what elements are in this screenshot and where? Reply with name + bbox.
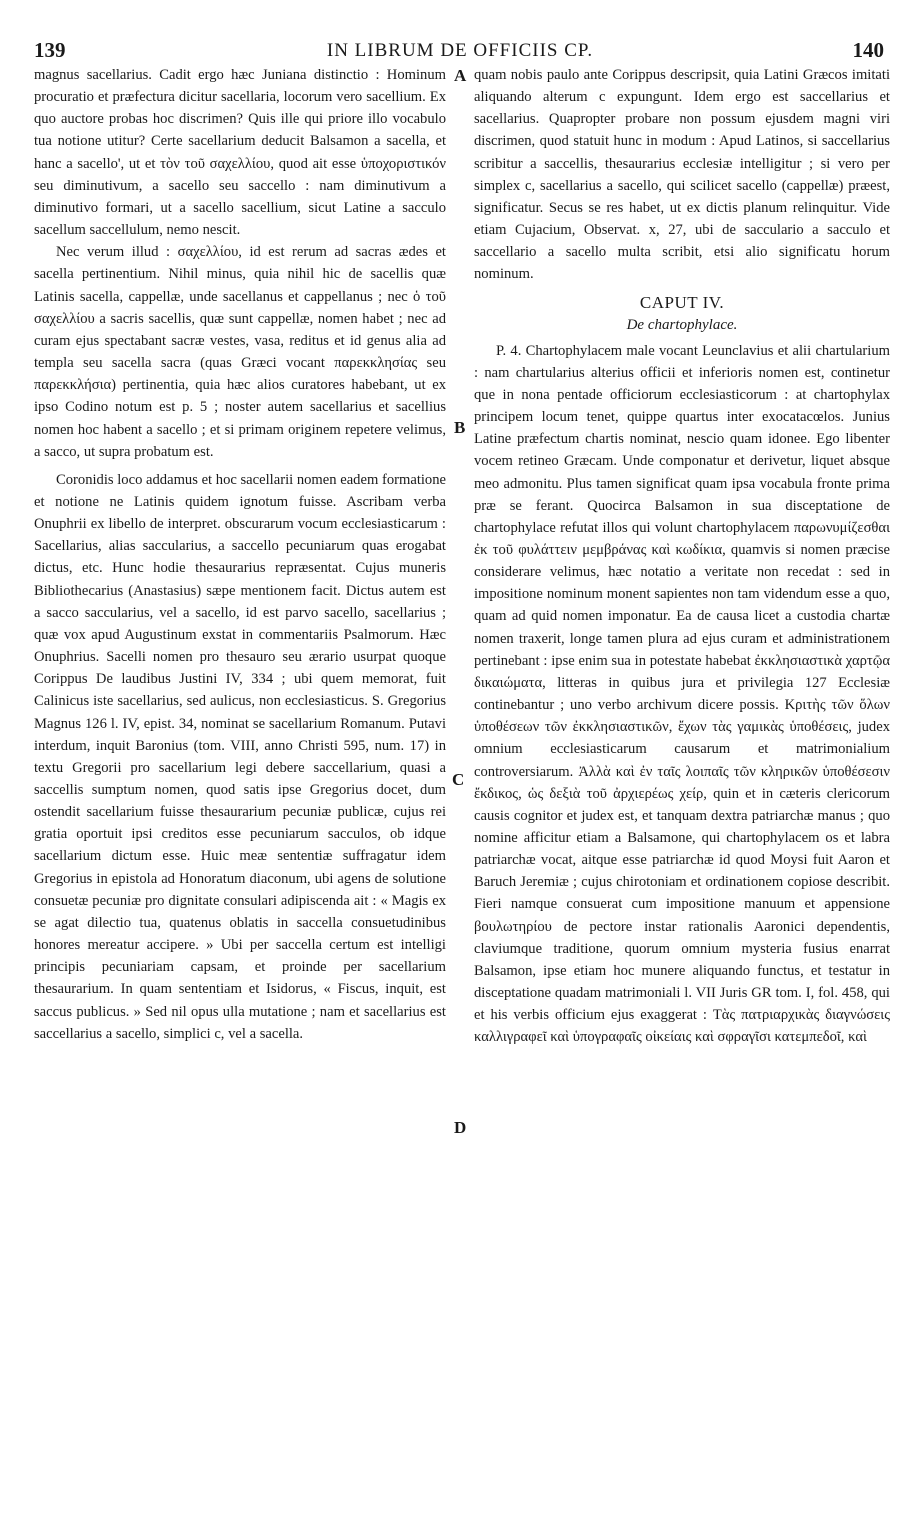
page-header (28, 38, 892, 64)
left-paragraph-2: Nec verum illud : σαχελλίου, id est rerum ad sacras ædes et sacella pertinentium. Nihil minus, quia nihil hic de sacellis quæ Latinis sacella, cappellæ, unde sacellanus et cappellanus ; nec ὁ τοῦ σαχελλίου a sacris sacellis, quæ sunt cappellæ, nomen habet ; nec ad curam ejus spectabant sacræ vestes, vasa, reditus et id genus alia ad templa seu sacella sacra (quas Græci vocant παρεκκλησίας seu παρεκκλήσια) pertinentia, quia hæc alios curatores habebant, ut ex ipso Codino notum est p. 5 ; noster autem sacellarius et sacellius nomen hoc habent a sacello ; et si primam originem repetere velimus, a sacco, ut supra probatum est. (34, 244, 446, 460)
margin-letter-a: A (454, 66, 467, 85)
left-paragraph-1: magnus sacellarius. Cadit ergo hæc Juniana distinctio : Hominum procuratio et præfectura dicitur sacellaria, locorum vero sacellium. Ex quo auctore probas hoc discrimen? Quis ille qui priore illo vocabulo tua notione utitur? Certe sacellarium deducit Balsamon a sacella, et hanc a sacello', ut et τὸν τοῦ σαχελλίου, quod ait esse ὑποχοριστικόν seu diminutivum, a sacello seu saccello : nam diminutivum a diminutivo formari, ut a sacello sacellium, sicut Latine a sacculo sacellum saccellulum, nemo nescit. (34, 67, 446, 239)
margin-letter-b: B (454, 418, 466, 437)
margin-letter-c: C (452, 770, 465, 789)
margin-letter-d: D (454, 1118, 467, 1137)
running-title: IN LIBRUM DE OFFICIIS CP. (326, 40, 594, 61)
right-paragraph-continued: quam nobis paulo ante Corippus descripsit, quia Latini Græcos imitati aliquando alterum c expungunt. Idem ergo est saccellarius et sacellarius. Quapropter probare non possum ejusdem magni viri discrimen, quod statuit hunc in modum : Apud Latinos, si saccellarius scribitur a saccellis, thesaurarius ecclesiæ intelligitur ; si vero per simplex c, sacellarius a sacello, qui scilicet sacello (cappellæ) præest, significatur. Secus se res habet, ut ex dictis planum relinquitur. Vide etiam Cujacium, Observat. x, 27, ubi de sacculario a sacculo et saccellario a sacello multa scribit, etsi alio significatu horum nominum. (474, 67, 890, 283)
right-paragraph-1: P. 4. Chartophylacem male vocant Leunclavius et alii chartularium : nam chartularius alterius officii et inferioris nomen est, continetur que in nona pentade officiorum ecclesiasticorum : at chartophylax principem locum tenet, quippe quartus inter exocatacœlos. Junius Latine præfectum chartis nominat, nescio quam idonee. Ego libenter vocem retineo Græcam. Unde componatur et derivetur, liquet absque meo admonitu. Plus tamen significat quam ipsa vocabula fronte prima præ se ferant. Quocirca Balsamon in sua disceptatione de chartophylace refutat illos qui volunt chartophylacem παρωνυμίζεσθαι ἐκ τοῦ φυλάττειν μεμβράνας καὶ κωδίκια, quamvis si nomen præcise considerare velimus, hæc notatio a veritate non recedat : sed in impositione nominum monent sapientes non tam videndum esse a quo, quam ad quid nomen imponatur. Ea de causa licet a custodia chartæ nomen traxerit, longe tamen plura ad ejus curam et administrationem pertinebant : ipse enim sua in potestate habebat ἐκκλησιαστικὰ χαρτῷα δικαιώματα, litteras in quibus jura et privilegia 127 Ecclesiæ continebantur ; uno verbo archivum dicere possis. Κριτὴς τῶν ὅλων ὑποθέσεων τῶν ἐκκλησιαστικῶν, ἔχων τὰς γαμικὰς ὑποθέσεις, judex omnium ecclesiasticarum causarum et matrimonialium controversiarum. Ἀλλὰ καὶ ἐν ταῖς λοιπαῖς τῶν κληρικῶν ὑποθέσεσιν ἔκδικος, ὡς δεξιὰ τοῦ ἀρχιερέως χείρ, quin et in cæteris clericorum causis cognitor et judex est, et tanquam dextra patriarchæ manus ; quo nomine afficitur etiam a Balsamone, qui chartophylacem os et labra patriarchæ vocat, aitque esse patriarchæ id quod Moysi fuit Aaron et Baruch Jeremiæ ; cujus chirotoniam et ordinationem copiose describit. Fieri namque consuerat cum impositione manuum et appensione βουλωτηρίου de pectore instar rationalis Aaronici dependentis, claviumque traditione, quorum omnium mysteria fusius enarrat Balsamon, ipse etiam hoc munere aliquando functus, et testatur in disceptatione quadam matrimoniali l. VII Juris GR tom. I, fol. 458, qui et his verbis officium ejus exaggerat : Τὰς πατριαρχικὰς διαγνώσεις καλλιγραφεῖ καὶ ὑπογραφαῖς οἰκείαις καὶ σφραγῖσι κατεμπεδοῖ, καὶ (474, 342, 890, 1046)
right-column (474, 64, 890, 1049)
left-column (34, 64, 446, 1045)
chapter-heading: CAPUT IV. (639, 292, 725, 312)
chapter-subtitle: De chartophylace. (626, 316, 738, 333)
left-paragraph-3: Coronidis loco addamus et hoc sacellarii nomen eadem formatione et notione ne Latinis quidem ignotum fuisse. Ascribam verba Onuphrii ex libello de interpret. obscurarum vocum ecclesiasticarum : Sacellarius, alias saccularius, a saccello pecuniarum quas erogabat dictus, etc. Hunc hodie thesaurarius repræsentat. Cujus muneris Bibliothecarius (Anastasius) sæpe mentionem facit. Dictus autem est a sacco saccularius, vel a sacello, id est parvo sacello, sacellarius ; quæ vox apud Augustinum exstat in commentariis Psalmorum. Hæc Onuphrius. Sacelli nomen pro thesauro seu ærario usurpat quoque Corippus De laudibus Justini IV, 334 ; ubi quem memorat, fuit Calinicus iste sacellarius, sed aulicus, non ecclesiasticus. S. Gregorius Magnus 126 l. IV, epist. 34, nominat se sacellarium Romanum. Putavi interdum, inquit Baronius (tom. VIII, anno Christi 595, num. 17) in textu Gregorii pro sacellarium legi debere saccellarium, quasi a saccellis sumptum nomen, quod satis ipse Gregorius docet, dum ostendit sacellarium fuisse thesaurarium pecuniæ publicæ, cujus rei gratia oportuit ipsi creditos esse pecuniarum sacculos, ob idque sacellarium dictum esse. Huic meæ sententiæ suffragatur idem Gregorius in epistola ad Honoratum diaconum, ubi agens de solutione consuetæ pecuniæ pro dignitate consulari adipiscenda ait : « Magis ex se agat dilectio tua, quatenus oblatis in saccella consuetudinibus honores mereatur accipere. » Ubi per saccella certum est intelligi principis pecuniariam capsam, et proinde per sacellarium thesaurarium. In quam sententiam et Isidorus, « Fiscus, inquit, est saccus publicus. » Sed nil opus ulla mutatione ; nam et sacellarius est saccellarius a sacello, simplici c, vel a sacella. (34, 471, 446, 1042)
right-page-number: 140 (852, 38, 884, 62)
left-page-number: 139 (34, 38, 66, 62)
